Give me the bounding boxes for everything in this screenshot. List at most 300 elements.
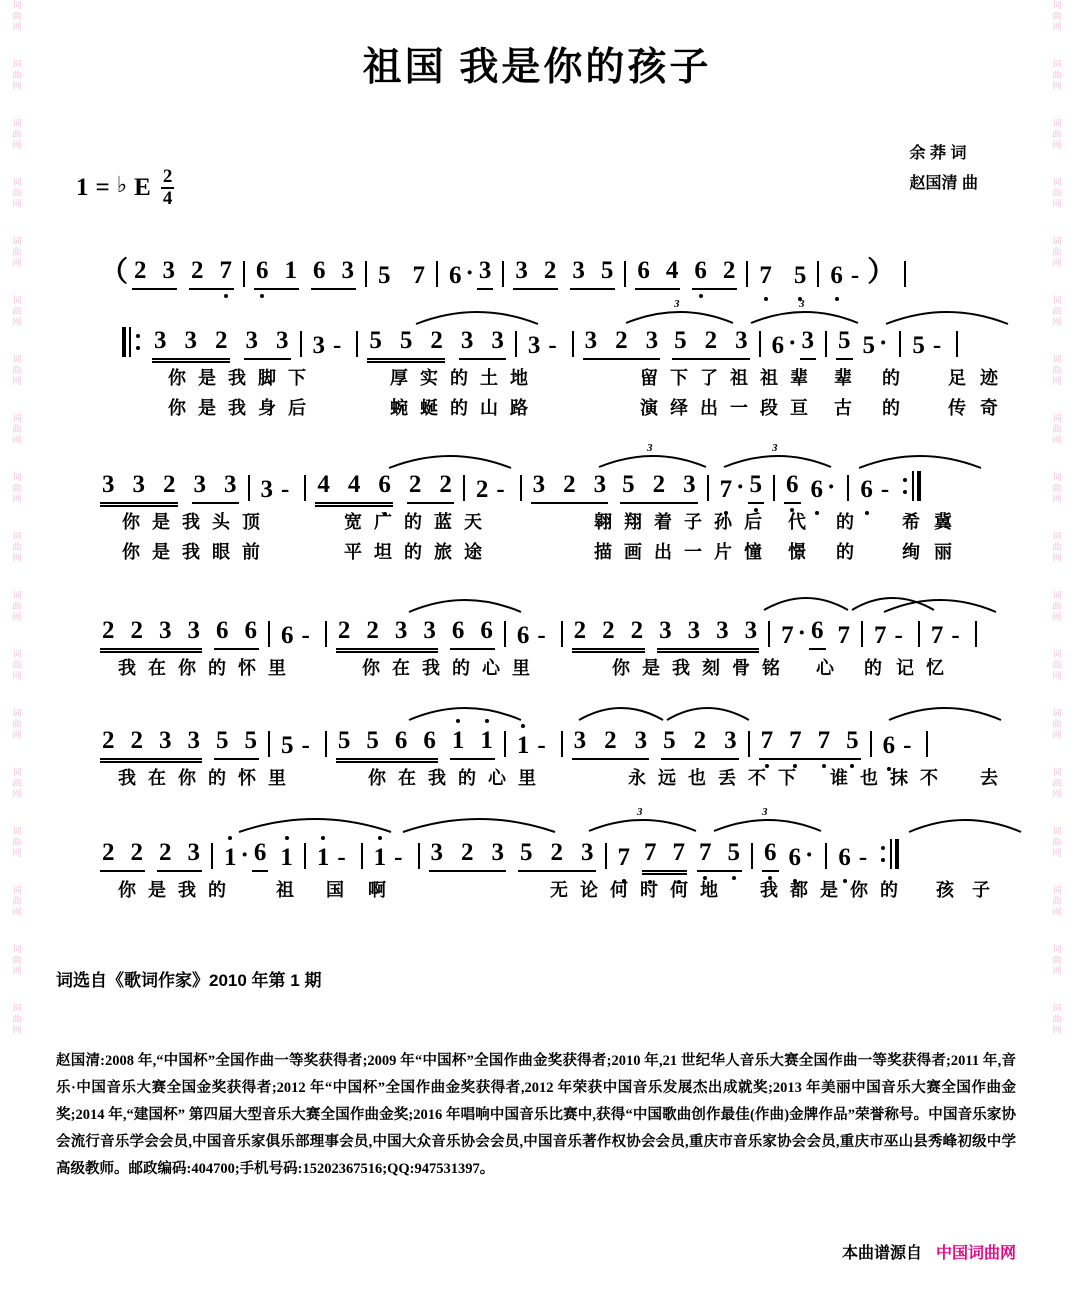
lyric-char: 不 — [748, 768, 766, 788]
note: 3 — [527, 332, 541, 359]
lyric-char: 古 — [834, 398, 852, 418]
lyric-char: 心 — [488, 768, 506, 788]
barline — [268, 621, 270, 647]
barline — [300, 331, 302, 357]
barline — [926, 731, 928, 757]
lyric-char: 心 — [816, 658, 834, 678]
lyric-char: 的 — [450, 398, 468, 418]
lyric-char: 辈 — [790, 368, 808, 388]
watermark-text: 词 曲 网 — [1052, 944, 1062, 976]
lyric-char: 你 — [368, 768, 386, 788]
lyric-char: 途 — [464, 542, 482, 562]
note-group: 3 3 2 — [100, 471, 178, 504]
meter-numerator: 2 — [161, 168, 175, 189]
note: 5 — [862, 332, 875, 359]
lyric-char: 你 — [122, 542, 140, 562]
lyric-char: 脚 — [258, 368, 276, 388]
lyric-char: 里 — [268, 768, 286, 788]
note-group: 5 2 3 — [518, 839, 596, 872]
lyric-char: 你 — [178, 768, 196, 788]
note-group: 5 — [836, 327, 853, 360]
barline — [304, 475, 306, 501]
key-letter: E — [134, 174, 151, 202]
watermark-text: 词 曲 网 — [12, 590, 22, 622]
watermark-text: 词 曲 网 — [12, 118, 22, 150]
note-group: 5 2 3 — [672, 327, 750, 360]
lyric-char: 心 — [482, 658, 500, 678]
watermark-text: 词 曲 网 — [1052, 236, 1062, 268]
song-title: 祖国 我是你的孩子 — [362, 46, 712, 89]
lyric-char: 骨 — [732, 658, 750, 678]
watermark-text: 词 曲 网 — [12, 708, 22, 740]
watermark-text: 词 曲 网 — [12, 295, 22, 327]
barline — [975, 621, 977, 647]
lyric-char: 厚 — [390, 368, 408, 388]
hold-dash: - — [880, 476, 890, 503]
barline — [561, 621, 563, 647]
lyric-char: 孩 — [936, 880, 954, 900]
lyric-char: 你 — [178, 658, 196, 678]
lyric-char: 是 — [152, 512, 170, 532]
lyric-char: 的 — [208, 658, 226, 678]
system-3-notes — [100, 598, 986, 650]
lyric-char: 也 — [860, 768, 878, 788]
repeat-end-sign — [901, 470, 921, 502]
lyric-char: 的 — [882, 368, 900, 388]
note-group: 6 — [784, 471, 801, 504]
lyric-char: 留 — [640, 368, 658, 388]
note-group: 6 — [252, 839, 269, 872]
credits-block — [910, 139, 978, 199]
lyric-char: 足 — [948, 368, 966, 388]
lyric-char: 实 — [420, 368, 438, 388]
lyric-char: 天 — [464, 512, 482, 532]
note-group: 2 2 2 — [572, 617, 646, 650]
lyric-char: 翱 — [594, 512, 612, 532]
lyric-char: 身 — [258, 398, 276, 418]
note-group: 6 — [762, 839, 779, 872]
barline — [248, 475, 250, 501]
lyric-char: 我 — [178, 880, 196, 900]
system-5-notes — [100, 820, 899, 872]
lyric-char: 我 — [228, 368, 246, 388]
lyric-char: 记 — [896, 658, 914, 678]
lyric-char: 蜿 — [390, 398, 408, 418]
system-2-lyrics-verse-2 — [100, 538, 952, 568]
hold-dash: - — [537, 622, 546, 649]
repeat-end-sign — [879, 838, 899, 870]
note-group: 3 3 — [192, 471, 239, 504]
lyric-char: 是 — [198, 368, 216, 388]
lyric-char: 代 — [788, 512, 806, 532]
triplet-number: 3 — [799, 298, 805, 310]
augmentation-dot: · — [797, 620, 806, 647]
watermark-strip-left — [0, 0, 34, 1291]
lyric-char: 我 — [228, 398, 246, 418]
note: 7 — [616, 844, 633, 872]
system-3 — [60, 598, 986, 684]
hold-dash: - — [333, 332, 342, 359]
barline — [361, 843, 363, 869]
note-group: 5 5 2 — [367, 327, 445, 360]
note-group: 5 2 3 — [661, 727, 739, 760]
lyric-char: 无 — [550, 880, 568, 900]
lyric-char: 片 — [714, 542, 732, 562]
note-group: 3 3 — [459, 327, 506, 360]
watermark-text: 词 曲 网 — [12, 531, 22, 563]
watermark-text: 词 曲 网 — [1052, 118, 1062, 150]
lyric-char: 忆 — [926, 658, 944, 678]
note: 6 — [771, 332, 785, 359]
lyric-char: 着 — [654, 512, 672, 532]
note-group: 3 2 3 — [429, 839, 507, 872]
note-group: 3 — [800, 327, 817, 360]
lyric-char: 一 — [730, 398, 748, 418]
watermark-text: 词 曲 网 — [12, 59, 22, 91]
lyric-char: 在 — [148, 768, 166, 788]
note-group: 6 1 — [254, 257, 299, 290]
system-2-notes — [100, 452, 921, 504]
barline — [572, 331, 574, 357]
lyric-char: 地 — [700, 880, 718, 900]
hold-dash: - — [951, 622, 960, 649]
augmentation-dot: · — [788, 330, 797, 357]
lyric-char: 你 — [122, 512, 140, 532]
note: 7 — [412, 262, 426, 289]
watermark-text: 词 曲 网 — [1052, 590, 1062, 622]
barline — [504, 731, 506, 757]
note-group: 4 4 6 — [315, 471, 393, 504]
note: 3 — [260, 476, 273, 503]
barline — [751, 843, 753, 869]
lyric-char: 丽 — [934, 542, 952, 562]
barline — [825, 331, 827, 357]
watermark-text: 词 曲 网 — [1052, 885, 1062, 917]
barline — [211, 843, 213, 869]
lyric-char: 翔 — [624, 512, 642, 532]
lyric-char: 我 — [760, 880, 778, 900]
lyric-char: 铭 — [762, 658, 780, 678]
lyric-char: 谁 — [830, 768, 848, 788]
note-group: 6 3 — [311, 257, 356, 290]
equals-sign: = — [95, 174, 110, 202]
hold-dash: - — [301, 622, 310, 649]
lyric-char: 迹 — [980, 368, 998, 388]
triplet-number: 3 — [647, 442, 653, 454]
note: 6 — [449, 262, 462, 289]
lyric-char: 你 — [118, 880, 136, 900]
watermark-text: 词 曲 网 — [12, 0, 22, 32]
watermark-text: 词 曲 网 — [1052, 472, 1062, 504]
lyric-char: 丢 — [718, 768, 736, 788]
system-1-notes — [122, 308, 967, 360]
lyric-char: 传 — [948, 398, 966, 418]
barline — [515, 331, 517, 357]
lyric-char: 憧 — [744, 542, 762, 562]
note-group: 7 7 7 5 — [759, 727, 861, 760]
note: 7 — [837, 622, 850, 649]
note: 6 — [836, 844, 853, 872]
note: 5 — [792, 262, 809, 290]
watermark-strip-right — [1040, 0, 1074, 1291]
lyric-char: 绚 — [902, 542, 920, 562]
lyric-char: 出 — [654, 542, 672, 562]
source-website-link[interactable]: 中国词曲网 — [935, 1245, 1016, 1262]
note: 5 — [378, 262, 391, 289]
system-4-notes — [100, 708, 937, 760]
note-group: 6 2 — [692, 257, 737, 290]
note-group: 2 2 3 3 — [100, 617, 202, 650]
lyric-char: 我 — [118, 658, 136, 678]
note: 6 — [809, 476, 826, 504]
triplet-number: 3 — [637, 806, 643, 818]
lyric-char: 冀 — [934, 512, 952, 532]
lyric-char: 的 — [864, 658, 882, 678]
prelude-close-paren: ） — [867, 257, 896, 288]
note: 6 — [281, 622, 294, 649]
note-group: 7 5 — [697, 839, 742, 872]
note-group: 6 4 — [635, 257, 680, 290]
lyric-char: 啊 — [368, 880, 386, 900]
time-signature — [161, 168, 175, 208]
lyric-char: 去 — [980, 768, 998, 788]
lyric-char: 也 — [688, 768, 706, 788]
note: 7 — [930, 622, 944, 649]
watermark-text: 词 曲 网 — [12, 472, 22, 504]
augmentation-dot: · — [736, 474, 745, 501]
lyric-char: 远 — [658, 768, 676, 788]
system-1-lyrics-verse-2 — [122, 394, 998, 424]
lyric-char: 出 — [700, 398, 718, 418]
watermark-text: 词 曲 网 — [12, 177, 22, 209]
barline — [746, 261, 748, 287]
barline — [748, 731, 750, 757]
lyric-char: 地 — [510, 368, 528, 388]
barline — [561, 731, 563, 757]
watermark-text: 词 曲 网 — [12, 767, 22, 799]
watermark-text: 词 曲 网 — [12, 413, 22, 445]
barline — [904, 261, 906, 287]
system-1-lyrics-verse-1 — [122, 364, 998, 394]
barline — [356, 331, 358, 357]
note: 6 — [516, 622, 530, 649]
note: 5 — [281, 732, 294, 759]
lyric-char: 的 — [452, 658, 470, 678]
note: 1 — [515, 732, 532, 760]
watermark-text: 词 曲 网 — [12, 944, 22, 976]
note-group: 5 5 6 6 — [336, 727, 438, 760]
lyric-char: 祖 — [276, 880, 294, 900]
lyric-char: 亘 — [790, 398, 808, 418]
lyric-char: 下 — [288, 368, 306, 388]
lyric-char: 演 — [640, 398, 658, 418]
note: 5 — [912, 332, 925, 359]
lyric-char: 怀 — [238, 658, 256, 678]
hold-dash: - — [394, 844, 403, 871]
lyric-char: 眼 — [212, 542, 230, 562]
lyric-char: 是 — [642, 658, 660, 678]
watermark-text: 词 曲 网 — [12, 354, 22, 386]
lyric-char: 都 — [790, 880, 808, 900]
note: 6 — [858, 476, 875, 504]
lyric-char: 里 — [268, 658, 286, 678]
repeat-start-sign — [122, 326, 142, 358]
lyric-char: 里 — [512, 658, 530, 678]
lyric-char: 你 — [612, 658, 630, 678]
lyric-char: 怀 — [238, 768, 256, 788]
note: 7 — [781, 622, 794, 649]
system-4 — [60, 708, 998, 794]
lyric-char: 你 — [168, 398, 186, 418]
augmentation-dot: · — [805, 842, 814, 869]
watermark-text: 词 曲 网 — [1052, 0, 1062, 32]
system-3-lyrics — [100, 654, 986, 684]
triplet-number: 3 — [674, 298, 680, 310]
note-group: 6 — [809, 617, 826, 650]
triplet-number: 3 — [762, 806, 768, 818]
note: 1 — [278, 844, 295, 872]
barline — [956, 331, 958, 357]
lyric-char: 奇 — [980, 398, 998, 418]
note-group: 6 6 — [450, 617, 495, 650]
lyric-char: 辈 — [834, 368, 852, 388]
system-2-lyrics-verse-1 — [100, 508, 952, 538]
key-and-meter — [76, 168, 174, 208]
note-group: 3 2 3 — [531, 471, 609, 504]
prelude-open-paren: （ — [100, 257, 129, 288]
watermark-text: 词 曲 网 — [1052, 826, 1062, 858]
hold-dash: - — [301, 732, 310, 759]
lyric-char: 的 — [404, 542, 422, 562]
watermark-text: 词 曲 网 — [1052, 354, 1062, 386]
note: 7 — [874, 622, 887, 649]
system-4-lyrics — [100, 764, 998, 794]
lyric-char: 不 — [920, 768, 938, 788]
note-group: 5 2 3 — [620, 471, 698, 504]
lyric-char: 祖 — [730, 368, 748, 388]
lyric-char: 在 — [392, 658, 410, 678]
note-group: 3 3 2 — [152, 327, 230, 360]
lyric-source-note: 词选自《歌词作家》2010 年第 1 期 — [56, 971, 322, 990]
lyric-char: 你 — [850, 880, 868, 900]
lyricist-credit: 余 莽 词 — [909, 145, 967, 162]
lyric-char: 时 — [640, 880, 658, 900]
note-group: 3 3 3 3 — [657, 617, 759, 650]
barline — [268, 731, 270, 757]
barline — [768, 621, 770, 647]
lyric-char: 土 — [480, 368, 498, 388]
lyric-char: 在 — [148, 658, 166, 678]
lyric-char: 论 — [580, 880, 598, 900]
watermark-text: 词 曲 网 — [1052, 59, 1062, 91]
barline — [817, 261, 819, 287]
watermark-text: 词 曲 网 — [1052, 767, 1062, 799]
watermark-text: 词 曲 网 — [1052, 531, 1062, 563]
lyric-char: 祖 — [760, 368, 778, 388]
lyric-char: 憬 — [788, 542, 806, 562]
note-group: 3 — [477, 257, 494, 290]
lyric-char: 我 — [422, 658, 440, 678]
note-group: 3 2 3 — [572, 727, 650, 760]
note-group: 3 2 — [513, 257, 558, 290]
lyric-char: 描 — [594, 542, 612, 562]
watermark-text: 词 曲 网 — [1052, 708, 1062, 740]
lyric-char: 的 — [450, 368, 468, 388]
barline — [918, 621, 920, 647]
note-group: 2 2 3 3 — [336, 617, 438, 650]
lyric-char: 蜒 — [420, 398, 438, 418]
lyric-char: 旅 — [434, 542, 452, 562]
system-prelude — [60, 238, 915, 290]
lyric-char: 何 — [610, 880, 628, 900]
augmentation-dot: · — [240, 842, 249, 869]
watermark-text: 词 曲 网 — [1052, 1003, 1062, 1035]
barline — [504, 621, 506, 647]
barline — [520, 475, 522, 501]
lyric-char: 头 — [212, 512, 230, 532]
lyric-char: 段 — [760, 398, 778, 418]
barline — [861, 621, 863, 647]
hold-dash: - — [281, 476, 290, 503]
barline — [759, 331, 761, 357]
hold-dash: - — [894, 622, 903, 649]
lyric-char: 的 — [836, 542, 854, 562]
lyric-char: 广 — [374, 512, 392, 532]
hold-dash: - — [903, 732, 912, 759]
triplet-number: 3 — [772, 442, 778, 454]
lyric-char: 是 — [152, 542, 170, 562]
lyric-char: 后 — [744, 512, 762, 532]
lyric-char: 在 — [398, 768, 416, 788]
lyric-char: 顶 — [242, 512, 260, 532]
barline — [463, 475, 465, 501]
lyric-char: 你 — [168, 368, 186, 388]
note: 6 — [828, 262, 845, 290]
lyric-char: 的 — [208, 880, 226, 900]
hold-dash: - — [537, 732, 546, 759]
barline — [707, 475, 709, 501]
meter-denominator: 4 — [162, 188, 173, 210]
barline — [304, 843, 306, 869]
lyric-char: 我 — [118, 768, 136, 788]
watermark-text: 词 曲 网 — [1052, 413, 1062, 445]
lyric-char: 孙 — [714, 512, 732, 532]
hold-dash: - — [850, 262, 860, 289]
note-group: 3 2 3 — [583, 327, 661, 360]
lyric-char: 刻 — [702, 658, 720, 678]
note: 3 — [312, 332, 325, 359]
note: 1 — [372, 844, 389, 872]
barline — [605, 843, 607, 869]
note-group: 2 3 — [132, 257, 177, 290]
lyric-char: 后 — [288, 398, 306, 418]
barline — [870, 731, 872, 757]
footer-prefix: 本曲谱源自 — [841, 1245, 922, 1262]
lyric-char: 我 — [672, 658, 690, 678]
augmentation-dot: · — [879, 330, 888, 357]
system-5 — [60, 806, 990, 906]
lyric-char: 下 — [778, 768, 796, 788]
lyric-char: 抹 — [890, 768, 908, 788]
watermark-text: 词 曲 网 — [12, 649, 22, 681]
lyric-char: 坦 — [374, 542, 392, 562]
watermark-text: 词 曲 网 — [12, 885, 22, 917]
note-group: 1 1 — [450, 727, 495, 760]
hold-dash: - — [932, 332, 942, 359]
system-2 — [60, 442, 952, 568]
lyric-char: 是 — [820, 880, 838, 900]
lyric-char: 子 — [684, 512, 702, 532]
